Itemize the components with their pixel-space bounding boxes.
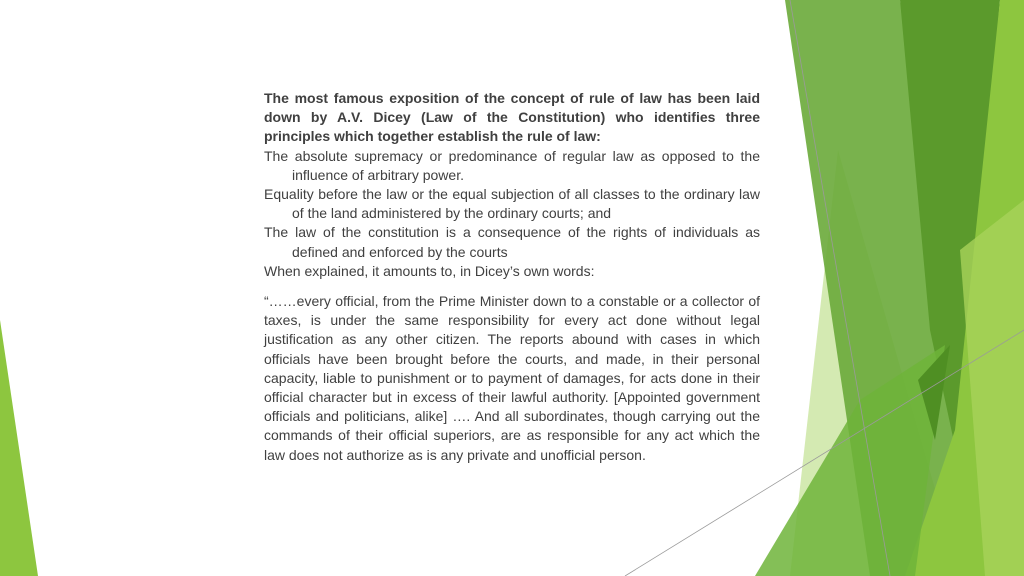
left-green-triangle (0, 320, 38, 576)
principle-2: Equality before the law or the equal subjection of all classes to the ordinary law of the land administered by the ordinary courts; and (264, 186, 760, 222)
principle-3: The law of the constitution is a consequence of the rights of individuals as defined and enforced by the courts (264, 224, 760, 260)
lead-in-text: When explained, it amounts to, in Dicey’s own words: (264, 262, 595, 279)
intro-heading: The most famous exposition of the concept of rule of law has been laid down by A.V. Dicey (Law of the Constitution) who identifies three principles which together establish the rule of law: (264, 90, 760, 145)
dicey-quote: “……every official, from the Prime Minister down to a constable or a collector of taxes, is under the same responsibility for every act done without legal justification as any other citizen. The reports abound with cases in which officials have been brought before the courts, and made, in their personal capacity, liable to punishment or to payment of damages, for acts done in their official character but in excess of their lawful authority. [Appointed government officials and politicians, alike] …. And all subordinates, though carrying out the commands of their official superiors, are as responsible for any act which the law does not authorize as is any private and unofficial person. (264, 293, 760, 463)
principle-1: The absolute supremacy or predominance of regular law as opposed to the influence of arbitrary power. (264, 147, 760, 183)
slide-text-body (264, 89, 760, 465)
